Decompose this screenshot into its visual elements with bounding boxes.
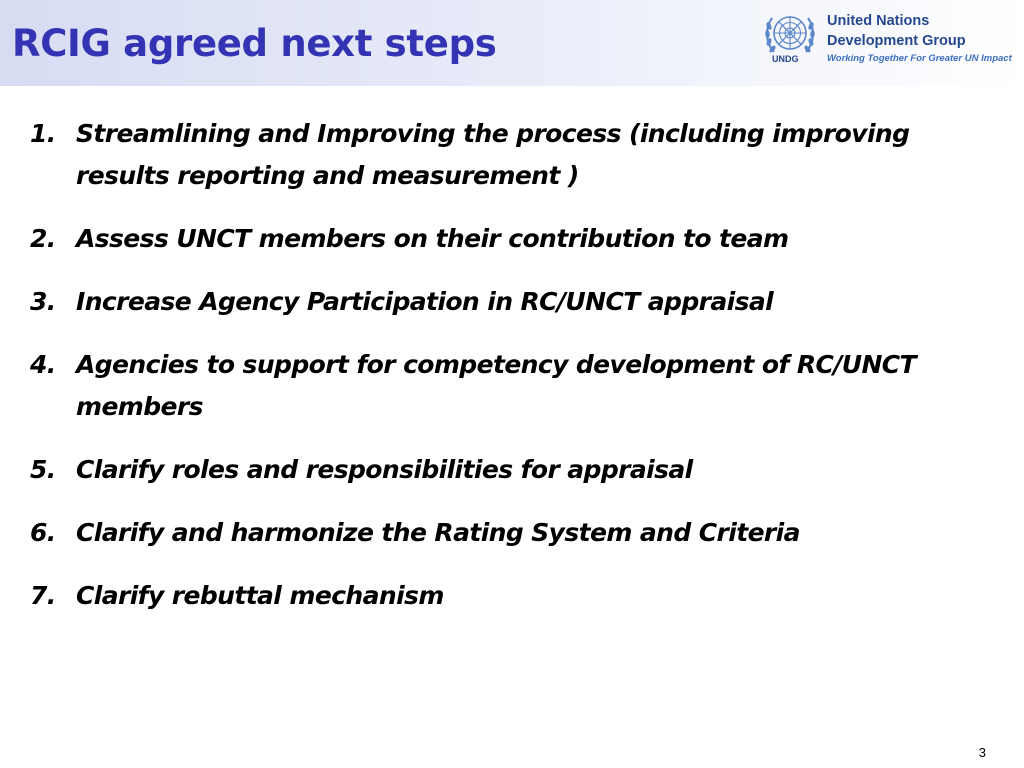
list-item (30, 281, 1010, 323)
step-text: Streamlining and Improving the process (including improving results reporting and measurement ) (76, 119, 910, 190)
org-name (827, 11, 966, 51)
step-text: Clarify roles and responsibilities for appraisal (76, 455, 693, 484)
org-name-line1: United Nations (827, 13, 930, 29)
step-number: 4. (30, 350, 56, 379)
step-text: Assess UNCT members on their contribution to team (76, 224, 789, 253)
step-number: 7. (30, 581, 56, 610)
list-item (30, 218, 1010, 260)
list-item (30, 344, 1010, 428)
step-text: Clarify rebuttal mechanism (76, 581, 444, 610)
org-name-line2: Development Group (827, 33, 966, 49)
step-number: 6. (30, 518, 56, 547)
list-item (30, 512, 1010, 554)
list-item (30, 113, 1010, 197)
steps-list (30, 113, 1010, 638)
step-number: 1. (30, 119, 56, 148)
slide-title: RCIG agreed next steps (12, 22, 497, 65)
list-item (30, 575, 1010, 617)
step-number: 2. (30, 224, 56, 253)
page-number: 3 (978, 745, 986, 760)
step-text: Increase Agency Participation in RC/UNCT appraisal (76, 287, 774, 316)
step-text: Clarify and harmonize the Rating System and Criteria (76, 518, 800, 547)
org-tagline: Working Together For Greater UN Impact (827, 53, 1012, 64)
list-item (30, 449, 1010, 491)
step-text: Agencies to support for competency development of RC/UNCT members (76, 350, 916, 421)
undg-logo (762, 6, 1022, 72)
undg-abbreviation: UNDG (772, 54, 799, 64)
step-number: 3. (30, 287, 56, 316)
step-number: 5. (30, 455, 56, 484)
